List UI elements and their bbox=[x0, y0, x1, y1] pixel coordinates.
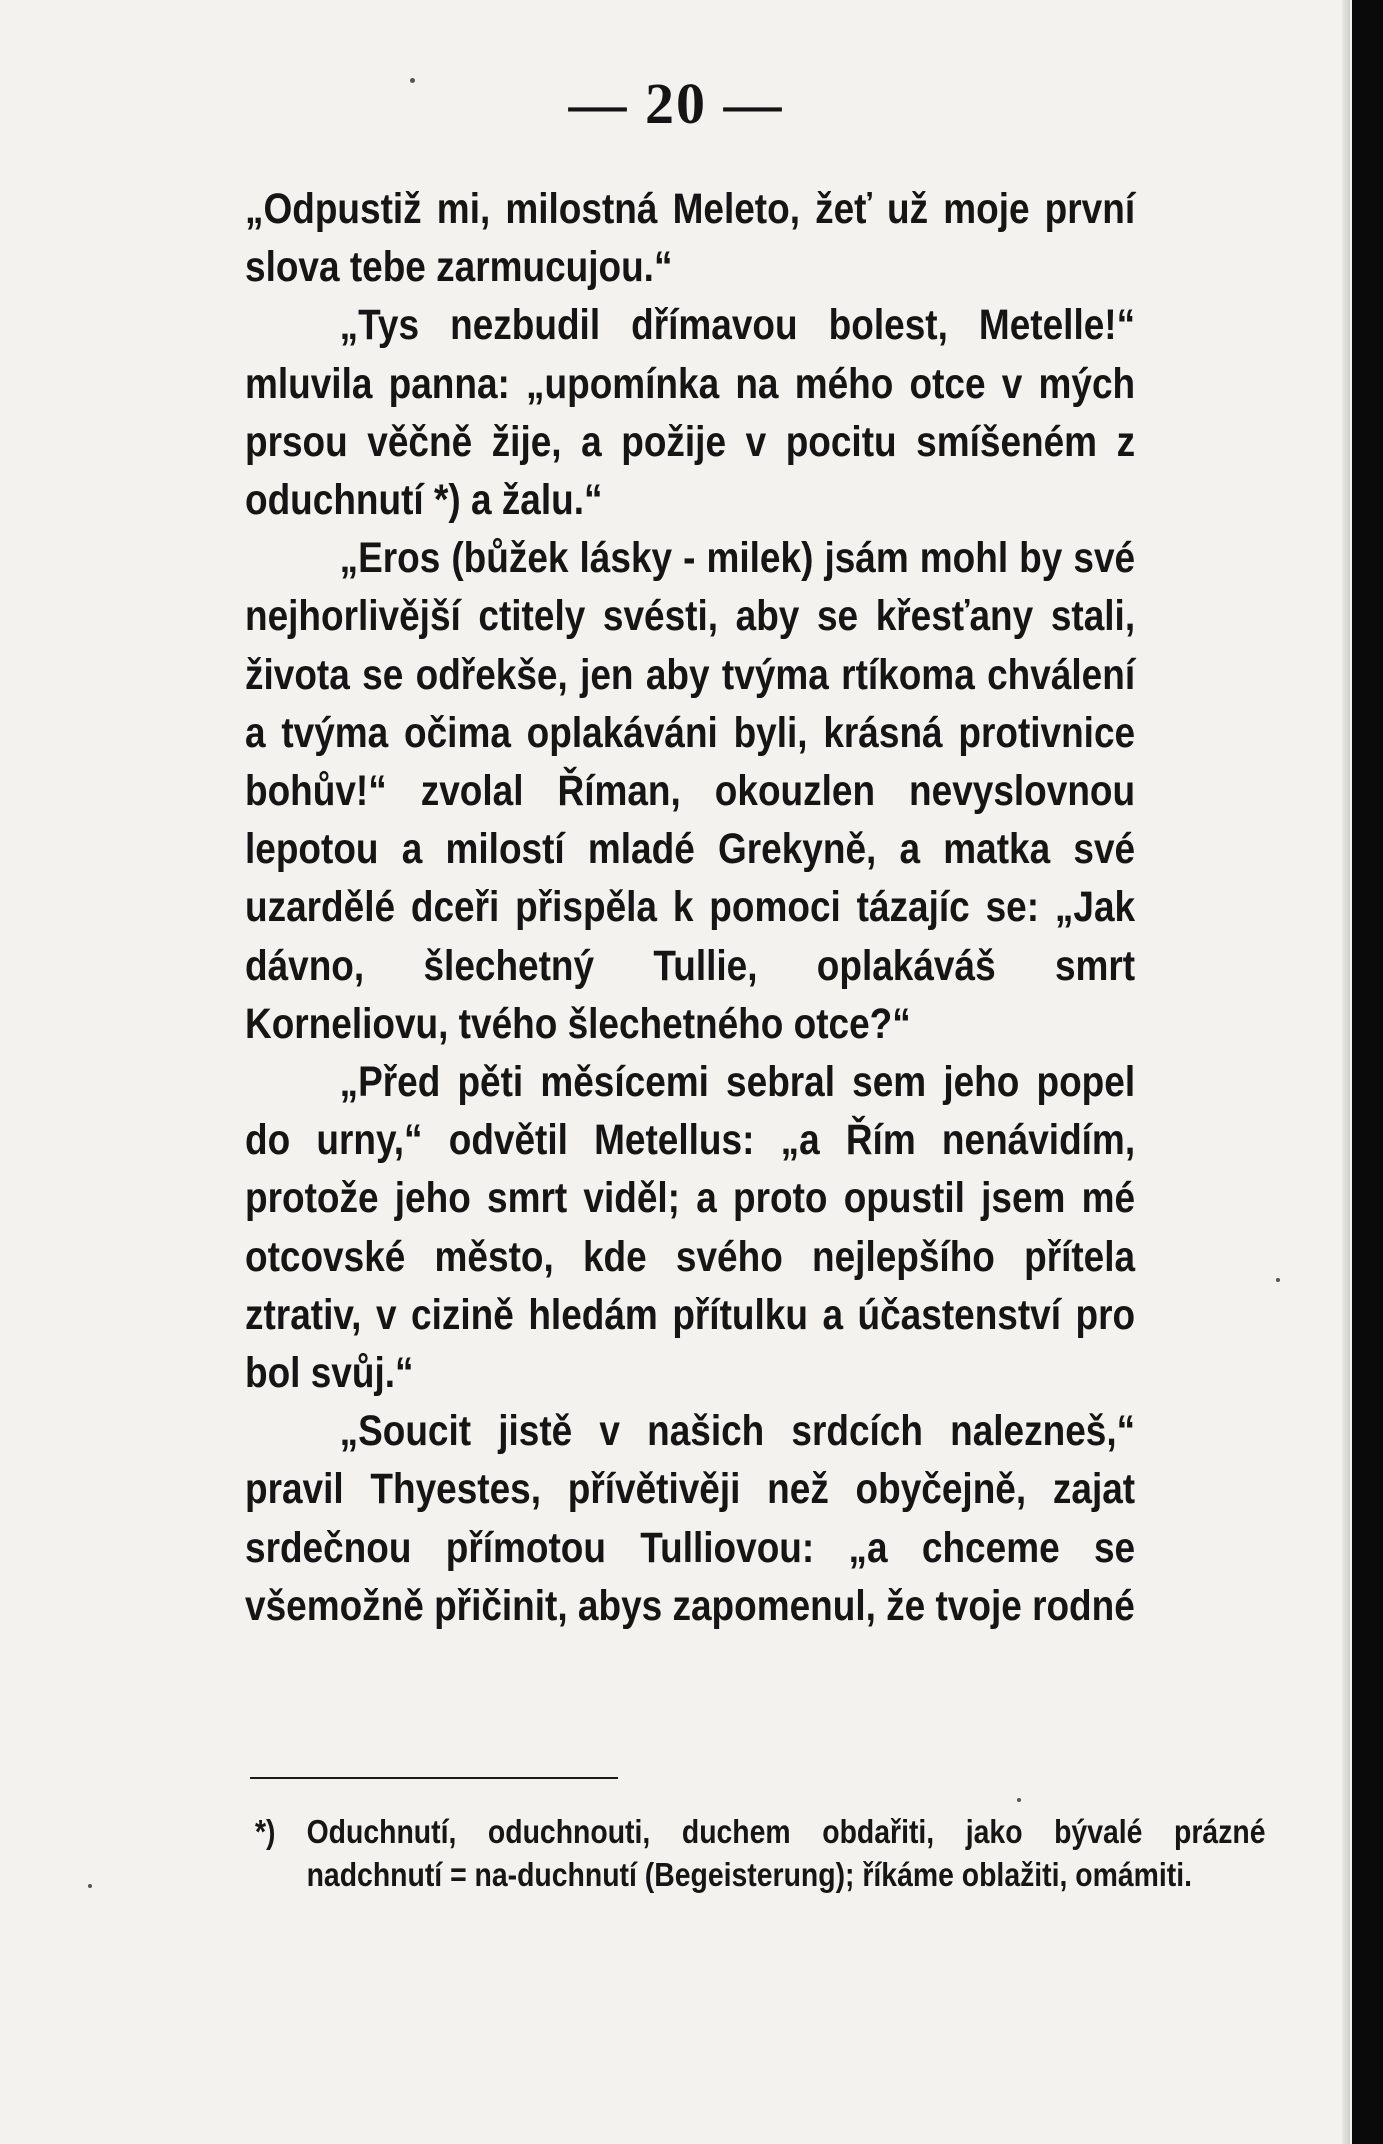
paper-speck bbox=[1276, 1278, 1280, 1282]
footnote-divider bbox=[250, 1777, 618, 1779]
page-number: — 20 — bbox=[568, 71, 784, 136]
paper-speck bbox=[410, 78, 415, 83]
scan-border bbox=[1352, 0, 1383, 2144]
paragraph-1: „Odpustiž mi, milostná Meleto, žeť už moje první slova tebe zarmucujou.“ bbox=[245, 185, 1136, 292]
footnote-marker: *) bbox=[255, 1813, 276, 1850]
footnote bbox=[255, 1810, 1266, 1896]
paper-speck bbox=[1017, 1798, 1021, 1802]
paper-speck bbox=[88, 1884, 92, 1888]
footnote-text: Oduchnutí, oduchnouti, duchem obdařiti, jako bývalé prázné nadchnutí = na-duchnutí (Begeisterung); říkáme oblažiti, omámiti. bbox=[306, 1813, 1266, 1893]
paragraph-3: „Eros (bůžek lásky - milek) jsám mohl by své nejhorlivější ctitely svésti, aby se křesťany stali, života se odřekše, jen aby tvýma rtíkoma chválení a tvýma očima oplakáváni byli, krásná protivnice bohův!“ zvolal Říman, okouzlen nevyslovnou lepotou a milostí mladé Grekyně, a matka své uzardělé dceři přispěla k pomoci tázajíc se: „Jak dávno, šlechetný Tullie, oplakáváš smrt Korneliovu, tvého šlechetného otce?“ bbox=[245, 534, 1136, 1048]
body-text bbox=[245, 180, 1135, 1635]
page-edge-shadow bbox=[1342, 0, 1350, 2144]
paragraph-4: „Před pěti měsícemi sebral sem jeho popel do urny,“ odvětil Metellus: „a Řím nenávidím, protože jeho smrt viděl; a proto opustil jsem mé otcovské město, kde svého nejlepšího přítela ztrativ, v cizině hledám přítulku a účastenství pro bol svůj.“ bbox=[245, 1058, 1136, 1398]
paragraph-2: „Tys nezbudil dřímavou bolest, Metelle!“ mluvila panna: „upomínka na mého otce v mých prsou věčně žije, a požije v pocitu smíšeném z oduchnutí *) a žalu.“ bbox=[245, 301, 1136, 525]
paragraph-5: „Soucit jistě v našich srdcích nalezneš,“ pravil Thyestes, přívětivěji než obyčejně, zajat srdečnou přímotou Tulliovou: „a chceme se všemožně přičinit, abys zapomenul, že tvoje rodné bbox=[245, 1407, 1136, 1630]
